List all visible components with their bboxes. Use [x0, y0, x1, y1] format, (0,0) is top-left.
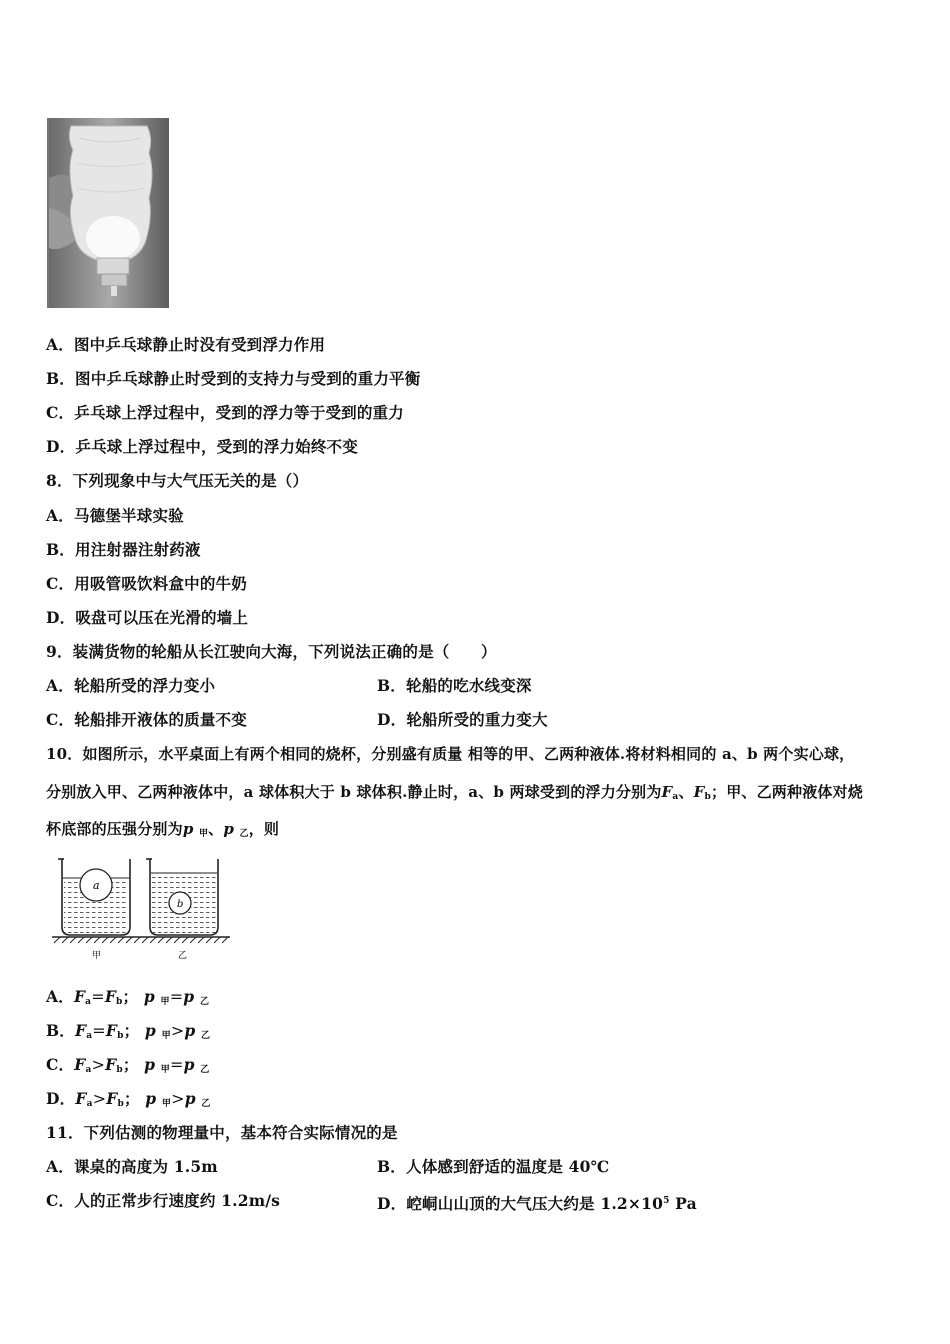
- q11-option-b: B．人体感到舒适的温度是 40℃: [377, 1157, 610, 1176]
- q9-option-c: C．轮船排开液体的质量不变: [46, 710, 247, 729]
- q9-stem: 9．装满货物的轮船从长江驶向大海，下列说法正确的是（ ）: [46, 642, 497, 661]
- q11-option-d: D．崆峒山山顶的大气压大约是 $1.2\times 10^5$ Pa: [377, 1194, 697, 1213]
- q10-option-b: B．$F_a=F_b$； p $_甲$>p $_乙$: [46, 1021, 211, 1041]
- q11-option-c: C．人的正常步行速度约 1.2m/s: [46, 1191, 281, 1210]
- beakers-diagram: [50, 855, 235, 965]
- beakers-figure: [50, 855, 235, 965]
- q10-stem-line1: 10．如图所示，水平桌面上有两个相同的烧杯，分别盛有质量 相等的甲、乙两种液体.将材料相同的 a、b 两个实心球，: [46, 745, 855, 763]
- q8-stem: 8．下列现象中与大气压无关的是（）: [46, 471, 309, 490]
- svg-text:乙: 乙: [178, 951, 188, 961]
- q9-option-b: B．轮船的吃水线变深: [377, 676, 532, 695]
- bottle-image: [49, 118, 169, 308]
- q11-option-a: A．课桌的高度为 1.5m: [46, 1157, 218, 1176]
- q9-option-a: A．轮船所受的浮力变小: [46, 676, 216, 695]
- q10-option-d: D．$F_a>F_b$； p $_甲$>p $_乙$: [46, 1089, 211, 1109]
- q7-option-b: B．图中乒乓球静止时受到的支持力与受到的重力平衡: [46, 369, 421, 388]
- q8-option-a: A．马德堡半球实验: [46, 506, 184, 525]
- q8-option-c: C．用吸管吸饮料盒中的牛奶: [46, 574, 247, 593]
- q10-stem-line2: 分别放入甲、乙两种液体中，a 球体积大于 b 球体积.静止时，a、b 两球受到的浮力分别为$F_a$、$F_b$；甲、乙两种液体对烧: [46, 783, 864, 802]
- svg-text:a: a: [93, 879, 100, 892]
- q10-option-a: A．$F_a=F_b$； p $_甲$=p $_乙$: [46, 987, 210, 1007]
- q7-option-d: D．乒乓球上浮过程中，受到的浮力始终不变: [46, 437, 358, 456]
- q7-option-a: A．图中乒乓球静止时没有受到浮力作用: [46, 335, 326, 354]
- q9-option-d: D．轮船所受的重力变大: [377, 710, 548, 729]
- svg-text:甲: 甲: [92, 951, 102, 961]
- q11-stem: 11．下列估测的物理量中，基本符合实际情况的是: [46, 1123, 398, 1142]
- q7-option-c: C．乒乓球上浮过程中，受到的浮力等于受到的重力: [46, 403, 404, 422]
- q8-option-d: D．吸盘可以压在光滑的墙上: [46, 608, 249, 627]
- q10-option-c: C．$F_a>F_b$； p $_甲$=p $_乙$: [46, 1055, 210, 1075]
- bottle-photo: [47, 118, 169, 308]
- q8-option-b: B．用注射器注射药液: [46, 540, 201, 559]
- q10-stem-line3: 杯底部的压强分别为p $_甲$、p $_乙$，则: [46, 820, 280, 839]
- svg-text:b: b: [177, 899, 184, 910]
